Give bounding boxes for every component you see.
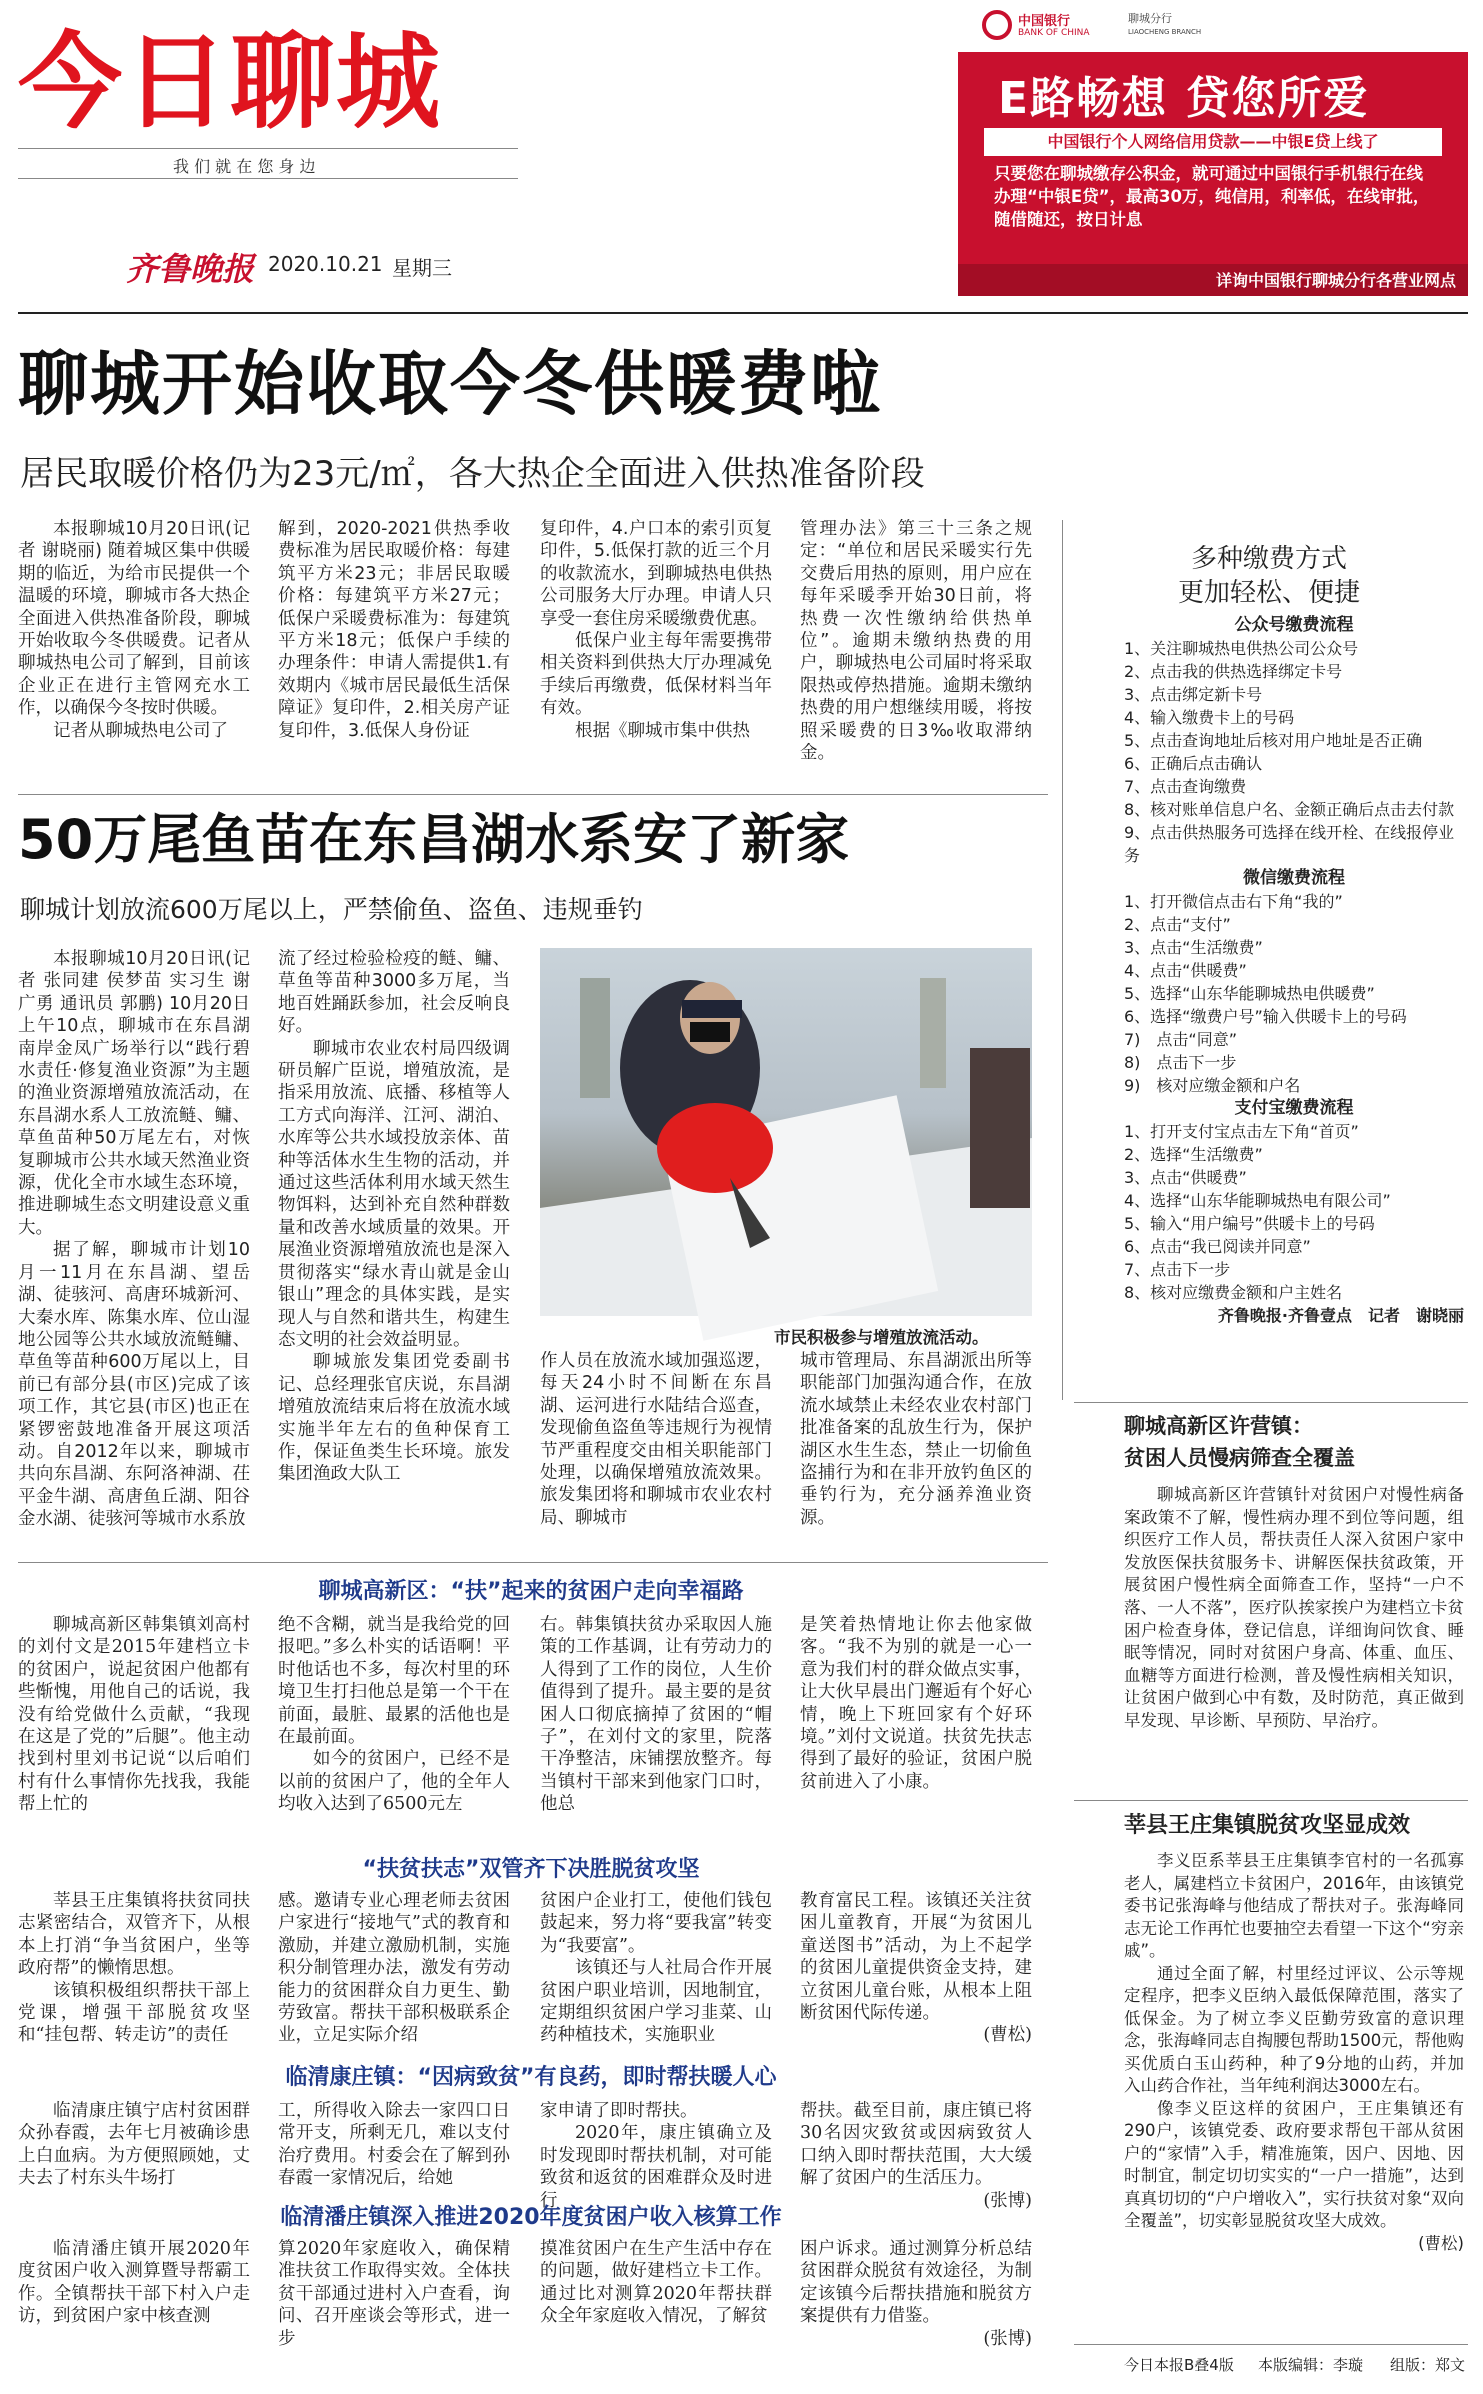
article2-subtitle: 聊城计划放流600万尾以上，严禁偷鱼、盗鱼、违规垂钓 — [20, 895, 643, 924]
wechat-account-heading: 公众号缴费流程 — [1234, 615, 1354, 635]
masthead-title: 今日聊城 — [18, 21, 443, 143]
article4-col1: 莘县王庄集镇将扶贫同扶志紧密结合，双管齐下，从根本上打消“争当贫困户，坐等政府帮”的懒惰思想。 该镇积极组织帮扶干部上党课，增强干部脱贫攻坚和“挂包帮、转走访”的责任 — [18, 1891, 250, 2046]
step-item: 9) 核对应缴金额和户名 — [1124, 1076, 1301, 1095]
branch-name: 聊城分行 — [1128, 12, 1172, 25]
side1-steps — [1124, 614, 1464, 1376]
article5-title: 临清康庄镇：“因病致贫”有良药，即时帮扶暖人心 — [285, 2065, 777, 2090]
step-item: 1、打开微信点击右下角“我的” — [1124, 892, 1343, 911]
article3-col4: 是笑着热情地让你去他家做客。“我不为别的就是一心一意为我们村的群众做点实事，让大伙早晨出门邂逅有个好心情，晚上下班回家有个好环境。”刘付文说道。扶贫先扶志得到了最好的验证，贫困户脱贫前进入了小康。 — [800, 1615, 1032, 1792]
ad-body: 只要您在聊城缴存公积金，就可通过中国银行手机银行在线办理“中银E贷”，最高30万，纯信用，利率低，在线审批，随借随还，按日计息 — [994, 164, 1430, 229]
article5-col3: 家申请了即时帮扶。 2020年，康庄镇确立及时发现即时帮扶机制，对可能致贫和返贫的困难群众及时进行 — [540, 2101, 772, 2211]
ad-banner: 中国银行个人网络信用贷款——中银E贷上线了 — [984, 128, 1442, 156]
branch-name-en: LIAOCHENG BRANCH — [1128, 28, 1202, 36]
step-item: 2、选择“生活缴费” — [1124, 1145, 1263, 1164]
article6-col1: 临清潘庄镇开展2020年度贫困户收入测算暨导帮霸工作。全镇帮扶干部下村入户走访，到贫困户家中核查测 — [18, 2239, 250, 2327]
masthead-slogan: 我 们 就 在 您 身 边 — [173, 157, 316, 176]
step-item: 7) 点击“同意” — [1124, 1030, 1238, 1049]
article1-col2: 解到，2020-2021供热季收费标准为居民取暖价格：每建筑平方米23元；非居民取暖价格：每建筑平方米27元；低保户采暖费标准为：每建筑平方米18元；低保户手续的办理条件：申请人需提供1.有效期内《城市居民最低生活保障证》复印件，2.相关房产证复印件，3.低保人身份证 — [278, 519, 510, 741]
ad-headline: E路畅想 贷您所爱 — [998, 73, 1370, 124]
article2-col3: 作人员在放流水域加强巡逻，每天24小时不间断在东昌湖、运河进行水陆结合巡查，发现偷鱼盗鱼等违规行为视情节严重程度交由相关职能部门处理，以确保增殖放流效果。旅发集团将和聊城市农业农村局、聊城市 — [540, 1351, 772, 1528]
article2-title: 50万尾鱼苗在东昌湖水系安了新家 — [18, 808, 850, 871]
footer-editor: 本版编辑：李璇 — [1258, 2356, 1364, 2374]
step-item: 8、核对账单信息户名、金额正确后点击去付款 — [1124, 800, 1455, 819]
bank-name-en: BANK OF CHINA — [1018, 28, 1090, 38]
article4-col4: 教育富民工程。该镇还关注贫困儿童教育，开展“为贫困儿童送图书”活动，为上不起学的贫困儿童提供资金支持，建立贫困儿童台账，从根本上阻断贫困代际传递。 (曹松) — [800, 1891, 1032, 2046]
step-item: 3、点击“生活缴费” — [1124, 938, 1263, 957]
article6-col3: 摸准贫困户在生产生活中存在的问题，做好建档立卡工作。通过比对测算2020年帮扶群众全年家庭收入情况，了解贫 — [540, 2239, 772, 2327]
step-item: 5、选择“山东华能聊城热电供暖费” — [1124, 984, 1375, 1003]
article3-title: 聊城高新区：“扶”起来的贫困户走向幸福路 — [318, 1579, 744, 1604]
paper-name: 齐鲁晚报 — [126, 250, 255, 288]
article1-title: 聊城开始收取今冬供暖费啦 — [18, 343, 882, 425]
issue-weekday: 星期三 — [392, 256, 452, 280]
step-item: 8) 点击下一步 — [1124, 1053, 1237, 1072]
footer-page: 今日本报B叠4版 — [1124, 2356, 1234, 2374]
side1-title1: 多种缴费方式 — [1190, 544, 1347, 574]
article6-col4: 困户诉求。通过测算分析总结贫困群众脱贫有效途径，为制定该镇今后帮扶措施和脱贫方案提供有力借鉴。 (张博) — [800, 2239, 1032, 2349]
side2-title2: 贫困人员慢病筛查全覆盖 — [1124, 1446, 1355, 1470]
step-item: 3、点击绑定新卡号 — [1124, 685, 1263, 704]
step-item: 2、点击“支付” — [1124, 915, 1231, 934]
wechat-pay-heading: 微信缴费流程 — [1243, 868, 1345, 888]
article3-col2: 绝不含糊，就当是我给党的回报吧。”多么朴实的话语啊！平时他话也不多，每次村里的环境卫生打扫他总是第一个干在前面，最脏、最累的活他也是在最前面。 如今的贫困户，已经不是以前的贫困户了，他的全年人均收入达到了6500元左 — [278, 1615, 510, 1815]
step-item: 4、输入缴费卡上的号码 — [1124, 708, 1295, 727]
article6-title: 临清潘庄镇深入推进2020年度贫困户收入核算工作 — [280, 2205, 782, 2230]
article1-col4: 管理办法》第三十三条之规定：“单位和居民采暖实行先交费后用热的原则，用户应在每年采暖季开始30日前，将热费一次性缴纳给供热单位”。逾期未缴纳热费的用户，聊城热电公司届时将采取限热或停热措施。逾期未缴纳热费的用户想继续用暖，将按照采暖费的日3‰收取滞纳金。 — [800, 519, 1032, 764]
article2-col4: 城市管理局、东昌湖派出所等职能部门加强沟通合作，在放流水域禁止未经农业农村部门批准备案的乱放生行为，保护湖区水生生态，禁止一切偷鱼盗捕行为和在非开放钓鱼区的垂钓行为，充分涵养渔业资源。 — [800, 1351, 1032, 1528]
side1-title2: 更加轻松、便捷 — [1177, 578, 1360, 608]
article2-col1: 本报聊城10月20日讯(记者 张同建 侯梦苗 实习生 谢广勇 通讯员 郭鹏) 10月20日上午10点，聊城市在东昌湖南岸金凤广场举行以“践行碧水责任·修复渔业资源”为主题的渔业资源增殖放流活动，在东昌湖水系人工放流鲢、鳙、草鱼苗种50万尾左右，对恢复聊城市公共水域天然渔业资源，优化全市水域生态环境，推进聊城生态文明建设意义重大。 据了解，聊城市计划10月一11月在东昌湖、望岳湖、徒骇河、高唐环城新河、大秦水库、陈集水库、位山湿地公园等公共水域放流鲢鳙、草鱼等苗种600万尾以上，目前已有部分县(市区)完成了该项工作，其它县(市区)也正在紧锣密鼓地准备开展这项活动。自2012年以来，聊城市共向东昌湖、东阿洛神湖、茌平金牛湖、高唐鱼丘湖、阳谷金水湖、徒骇河等城市水系放 — [18, 949, 250, 1530]
step-item: 7、点击查询缴费 — [1124, 777, 1247, 796]
step-item: 9、点击供热服务可选择在线开栓、在线报停业务 — [1124, 823, 1455, 865]
step-item: 6、选择“缴费户号”输入供暖卡上的号码 — [1124, 1007, 1407, 1026]
article3-col3: 右。韩集镇扶贫办采取因人施策的工作基调，让有劳动力的人得到了工作的岗位，人生价值得到了提升。最主要的是贫困人口彻底摘掉了贫困的“帽子”，在刘付文的家里，院落干净整洁，床铺摆放整齐。每当镇村干部来到他家门口时，他总 — [540, 1615, 772, 1815]
article5-col1: 临清康庄镇宁店村贫困群众孙春霞，去年七月被确诊患上白血病。为方便照顾她，丈夫去了村东头牛场打 — [18, 2101, 250, 2189]
photo-caption: 市民积极参与增殖放流活动。 — [774, 1328, 989, 1347]
article6-col2: 算2020年家庭收入，确保精准扶贫工作取得实效。全体扶贫干部通过进村入户查看，询问、召开座谈会等形式，进一步 — [278, 2239, 510, 2349]
article1-col3: 复印件，4.户口本的索引页复印件，5.低保打款的近三个月的收款流水，到聊城热电供热公司服务大厅办理。申请人只享受一套住房采暖缴费优惠。 低保户业主每年需要携带相关资料到供热大厅办理减免手续后再缴费，低保材料当年有效。 根据《聊城市集中供热 — [540, 519, 772, 741]
side2-body: 聊城高新区许营镇针对贫困户对慢性病备案政策不了解，慢性病办理不到位等问题，组织医疗工作人员，帮扶责任人深入贫困户家中发放医保扶贫服务卡、讲解医保扶贫政策，开展贫困户慢性病全面筛查工作，坚持“一户不落、一人不落”，医疗队挨家挨户为建档立卡贫困户检查身体，登记信息，详细询问饮食、睡眠等情况，同时对贫困户身高、体重、血压、血糖等方面进行检测，普及慢性病相关知识，让贫困户做到心中有数，及时防范，真正做到早发现、早诊断、早预防、早治疗。 — [1124, 1485, 1464, 1730]
step-item: 8、核对应缴费金额和户主姓名 — [1124, 1283, 1343, 1302]
step-item: 1、打开支付宝点击左下角“首页” — [1124, 1122, 1359, 1141]
article4-title: “扶贫扶志”双管齐下决胜脱贫攻坚 — [362, 1857, 700, 1882]
bank-name: 中国银行 — [1018, 14, 1071, 29]
article4-col2: 感。邀请专业心理老师去贫困户家进行“接地气”式的教育和激励，并建立激励机制，实施积分制管理办法，激发有劳动能力的贫困群众自力更生、勤劳致富。帮扶干部积极联系企业，立足实际介绍 — [278, 1891, 510, 2046]
step-item: 5、点击查询地址后核对用户地址是否正确 — [1124, 731, 1423, 750]
side2-title1: 聊城高新区许营镇： — [1124, 1414, 1313, 1438]
step-item: 7、点击下一步 — [1124, 1260, 1231, 1279]
step-item: 6、正确后点击确认 — [1124, 754, 1263, 773]
article5-col4: 帮扶。截至目前，康庄镇已将30名因灾致贫或因病致贫人口纳入即时帮扶范围，大大缓解了贫困户的生活压力。 (张博) — [800, 2101, 1032, 2211]
issue-date: 2020.10.21 — [268, 252, 383, 276]
article1-subtitle: 居民取暖价格仍为23元/㎡，各大热企全面进入供热准备阶段 — [20, 454, 925, 494]
article2-col2: 流了经过检验检疫的鲢、鳙、草鱼等苗种3000多万尾，当地百姓踊跃参加，社会反响良好。 聊城市农业农村局四级调研员解广臣说，增殖放流，是指采用放流、底播、移植等人工方式向海洋、江河、湖泊、水库等公共水域投放亲体、苗种等活体水生生物的活动，并通过这些活体利用水域天然生物饵料，达到补充自然种群数量和改善水域质量的效果。开展渔业资源增殖放流也是深入贯彻落实“绿水青山就是金山银山”理念的具体实践，是实现人与自然和谐共生，构建生态文明的社会效益明显。 聊城旅发集团党委副书记、总经理张官庆说，东昌湖增殖放流结束后将在放流水域实施半年左右的鱼种保育工作，保证鱼类生长环境。旅发集团渔政大队工 — [278, 949, 510, 1485]
step-item: 4、选择“山东华能聊城热电有限公司” — [1124, 1191, 1391, 1210]
side3-body: 李义臣系莘县王庄集镇李官村的一名孤寡老人，属建档立卡贫困户，2016年，由该镇党委书记张海峰与他结成了帮扶对子。张海峰同志无论工作再忙也要抽空去看望一下这个“穷亲戚”。 通过全面了解，村里经过评议、公示等规定程序，把李义臣纳入最低保障范围，落实了低保金。为了树立李义臣勤劳致富的意识理念，张海峰同志自掏腰包帮助1500元，帮他购买优质白玉山药种，种了9分地的山药，并加入山药合作社，当年纯利润达3000左右。 像李义臣这样的贫困户，王庄集镇还有290户，该镇党委、政府要求帮包干部从贫困户的“家情”入手，精准施策，因户、因地、因时制宜，制定切切实实的“一户一措施”，达到真真切切的“户户增收入”，实行扶贫对象“双向全覆盖”，切实彰显脱贫攻坚大成效。 (曹松) — [1124, 1851, 1464, 2253]
step-item: 1、关注聊城热电供热公司公众号 — [1124, 639, 1359, 658]
ad-footer: 详询中国银行聊城分行各营业网点 — [1215, 271, 1456, 290]
step-item: 2、点击我的供热选择绑定卡号 — [1124, 662, 1343, 681]
side3-title: 莘县王庄集镇脱贫攻坚显成效 — [1124, 1813, 1411, 1838]
article4-col3: 贫困户企业打工，使他们钱包鼓起来，努力将“要我富”转变为“我要富”。 该镇还与人社局合作开展贫困户职业培训，因地制宜，定期组织贫困户学习韭菜、山药种植技术，实施职业 — [540, 1891, 772, 2046]
alipay-heading: 支付宝缴费流程 — [1234, 1098, 1354, 1118]
article3-col1: 聊城高新区韩集镇刘高村的刘付文是2015年建档立卡的贫困户，说起贫困户他都有些惭愧，用他自己的话说，我没有给党做什么贡献，“我现在这是了党的”后腿”。他主动找到村里刘书记说“以后咱们村有什么事情你先找我，我能帮上忙的 — [18, 1615, 250, 1815]
step-item: 3、点击“供暖费” — [1124, 1168, 1247, 1187]
article1-col1: 本报聊城10月20日讯(记者 谢晓丽) 随着城区集中供暖期的临近，为给市民提供一个温暖的环境，聊城市各大热企全面进入供热准备阶段，聊城开始收取今冬供暖费。记者从聊城热电公司了解到，目前该企业正在进行主管网充水工作，以确保今冬按时供暖。 记者从聊城热电公司了 — [18, 519, 250, 741]
step-item: 4、点击“供暖费” — [1124, 961, 1247, 980]
bank-logo-icon — [982, 10, 1012, 40]
fish-release-photo — [540, 948, 1032, 1316]
step-item: 5、输入“用户编号”供暖卡上的号码 — [1124, 1214, 1375, 1233]
side1-credit: 齐鲁晚报·齐鲁壹点 记者 谢晓丽 — [1217, 1306, 1464, 1325]
bank-ad[interactable] — [958, 0, 1468, 296]
footer-layout: 组版：郑文 — [1390, 2356, 1466, 2374]
article5-col2: 工，所得收入除去一家四口日常开支，所剩无几，难以支付治疗费用。村委会在了解到孙春霞一家情况后，给她 — [278, 2101, 510, 2189]
step-item: 6、点击“我已阅读并同意” — [1124, 1237, 1311, 1256]
masthead — [18, 22, 578, 192]
